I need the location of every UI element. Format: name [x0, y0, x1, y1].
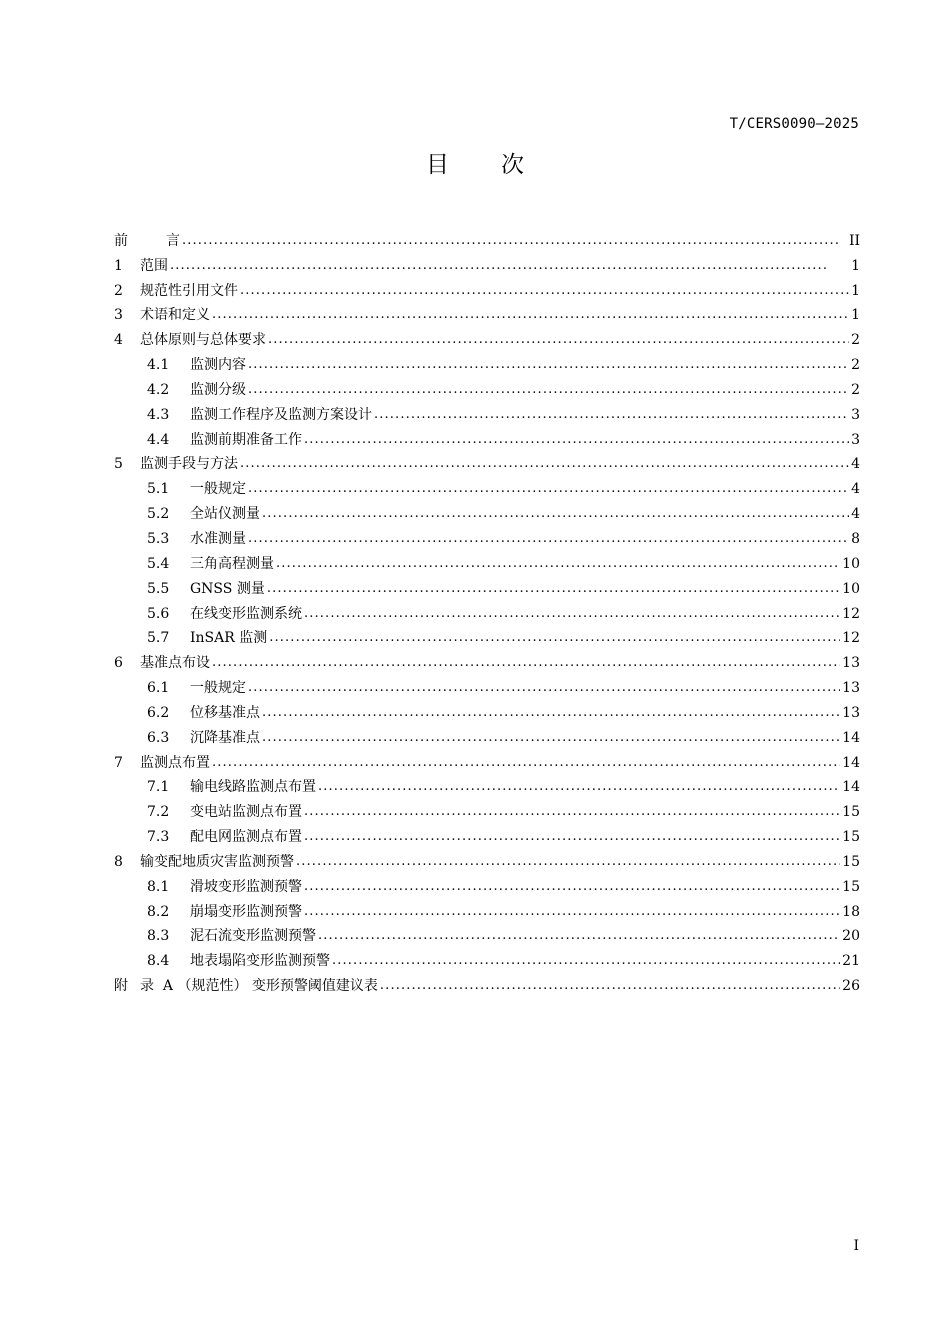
toc-entry-page: 20 — [842, 928, 860, 945]
toc-entry-number: 附 — [114, 978, 128, 995]
toc-entry-number: 5.6 — [147, 605, 170, 622]
toc-entry-number: 4 — [114, 332, 123, 349]
toc-leader-dots — [212, 654, 840, 672]
toc-entry-page: 10 — [842, 555, 860, 572]
toc-entry-title: 言 — [166, 232, 180, 249]
toc-leader-dots — [296, 853, 840, 871]
toc-entry[interactable] — [114, 871, 860, 896]
toc-entry-number: 6 — [114, 655, 123, 672]
toc-entry-page: 13 — [842, 704, 860, 721]
toc-entry[interactable] — [114, 672, 860, 697]
toc-entry-title: 监测点布置 — [140, 754, 210, 771]
toc-entry-title: 监测分级 — [190, 381, 246, 398]
toc-entry-page: 18 — [842, 903, 860, 920]
toc-entry-title: 配电网监测点布置 — [190, 829, 302, 846]
toc-leader-dots — [240, 282, 849, 300]
page-number: I — [853, 1238, 859, 1254]
toc-entry-number: 8.4 — [147, 953, 170, 970]
toc-entry-number: 7.2 — [147, 804, 170, 821]
title-part-1: 目 — [426, 152, 449, 178]
toc-entry-page: 12 — [842, 630, 860, 647]
toc-entry[interactable] — [114, 896, 860, 921]
toc-entry-number: 4.3 — [147, 406, 170, 423]
toc-entry[interactable] — [114, 573, 860, 598]
toc-entry-number: 7.1 — [147, 779, 170, 796]
toc-entry[interactable] — [114, 846, 860, 871]
toc-entry-number: 5.5 — [147, 580, 170, 597]
toc-entry-number: 6.2 — [147, 704, 170, 721]
toc-entry-title: 水准测量 — [190, 530, 246, 547]
toc-entry-title: GNSS 测量 — [190, 580, 265, 597]
toc-entry[interactable] — [114, 970, 860, 995]
toc-entry-page: 10 — [842, 580, 860, 597]
toc-entry-number: 8 — [114, 853, 123, 870]
toc-entry[interactable] — [114, 623, 860, 648]
toc-entry-title: InSAR 监测 — [190, 630, 268, 647]
toc-entry-number: 7 — [114, 754, 123, 771]
toc-entry-number: 8.2 — [147, 903, 170, 920]
toc-entry-page: 13 — [842, 680, 860, 697]
toc-entry-page: 4 — [851, 456, 860, 473]
toc-entry[interactable] — [114, 747, 860, 772]
toc-entry-title: 位移基准点 — [190, 704, 260, 721]
toc-entry[interactable] — [114, 921, 860, 946]
toc-entry-number: 5.4 — [147, 555, 170, 572]
toc-entry-page: 14 — [842, 729, 860, 746]
toc-entry-page: 26 — [842, 978, 860, 995]
toc-entry-number: 3 — [114, 307, 123, 324]
toc-entry-page: 4 — [851, 506, 860, 523]
toc-entry-page: 14 — [842, 754, 860, 771]
toc-leader-dots — [182, 232, 847, 250]
toc-leader-dots — [212, 754, 840, 772]
toc-entry-title: 总体原则与总体要求 — [140, 332, 266, 349]
toc-leader-dots — [262, 704, 840, 722]
toc-entry-page: 2 — [851, 332, 860, 349]
toc-entry-title: 监测内容 — [190, 357, 246, 374]
toc-entry[interactable] — [114, 275, 860, 300]
toc-entry-title: 三角高程测量 — [190, 555, 274, 572]
toc-leader-dots — [267, 580, 840, 598]
toc-leader-dots — [304, 803, 840, 821]
toc-entry-page: 3 — [851, 431, 860, 448]
toc-leader-dots — [248, 381, 849, 399]
toc-entry-number: 5.3 — [147, 530, 170, 547]
toc-entry-title: 术语和定义 — [140, 307, 210, 324]
toc-entry-number: 4.1 — [147, 357, 170, 374]
toc-entry[interactable] — [114, 225, 860, 250]
toc-entry-title: 崩塌变形监测预警 — [190, 903, 302, 920]
toc-entry-page: 4 — [851, 481, 860, 498]
toc-entry-number: 1 — [114, 257, 123, 274]
toc-entry-title: 输电线路监测点布置 — [190, 779, 316, 796]
toc-entry[interactable] — [114, 598, 860, 623]
toc-entry[interactable] — [114, 300, 860, 325]
toc-entry-number: 4.4 — [147, 431, 170, 448]
page-title — [0, 146, 950, 179]
toc-leader-dots — [304, 878, 840, 896]
toc-leader-dots — [304, 605, 840, 623]
toc-entry-title: 范围 — [140, 257, 168, 274]
toc-leader-dots — [304, 828, 840, 846]
toc-entry-number: 8.3 — [147, 928, 170, 945]
toc-entry-number: 前 — [114, 232, 128, 249]
toc-entry-title: 一般规定 — [190, 481, 246, 498]
toc-entry-page: 1 — [851, 307, 860, 324]
toc-entry-number: 6.1 — [147, 680, 170, 697]
toc-entry[interactable] — [114, 473, 860, 498]
toc-entry[interactable] — [114, 424, 860, 449]
toc-entry-page: 1 — [851, 257, 860, 274]
toc-entry[interactable] — [114, 324, 860, 349]
toc-entry-title: 监测手段与方法 — [140, 456, 238, 473]
toc-leader-dots — [318, 778, 840, 796]
toc-entry[interactable] — [114, 523, 860, 548]
toc-leader-dots — [248, 679, 840, 697]
toc-entry-number: 8.1 — [147, 878, 170, 895]
toc-leader-dots — [170, 257, 849, 275]
toc-entry[interactable] — [114, 498, 860, 523]
toc-leader-dots — [380, 977, 840, 995]
toc-leader-dots — [248, 356, 849, 374]
title-part-2: 次 — [501, 152, 524, 178]
table-of-contents — [114, 225, 860, 995]
toc-entry-title: 地表塌陷变形监测预警 — [190, 953, 330, 970]
toc-entry-page: 2 — [851, 357, 860, 374]
toc-entry-title: 变电站监测点布置 — [190, 804, 302, 821]
toc-entry-page: 1 — [851, 282, 860, 299]
toc-entry-page: 15 — [842, 878, 860, 895]
toc-entry-page: 14 — [842, 779, 860, 796]
toc-entry[interactable] — [114, 796, 860, 821]
toc-entry-page: 15 — [842, 804, 860, 821]
toc-entry-number: 5.1 — [147, 481, 170, 498]
toc-leader-dots — [248, 480, 849, 498]
toc-entry-page: 15 — [842, 829, 860, 846]
toc-entry[interactable] — [114, 722, 860, 747]
toc-entry-page: II — [848, 232, 860, 249]
toc-leader-dots — [269, 629, 840, 647]
toc-entry-page: 3 — [851, 406, 860, 423]
toc-entry[interactable] — [114, 945, 860, 970]
toc-leader-dots — [262, 729, 840, 747]
toc-entry[interactable] — [114, 697, 860, 722]
toc-entry-number: 4.2 — [147, 381, 170, 398]
toc-entry[interactable] — [114, 821, 860, 846]
toc-leader-dots — [304, 903, 840, 921]
toc-entry[interactable] — [114, 772, 860, 797]
toc-leader-dots — [332, 952, 840, 970]
toc-entry-title: 全站仪测量 — [190, 506, 260, 523]
toc-entry[interactable] — [114, 548, 860, 573]
toc-entry-title: 基准点布设 — [140, 655, 210, 672]
toc-leader-dots — [268, 331, 849, 349]
toc-entry-page: 13 — [842, 655, 860, 672]
toc-entry-title: 监测工作程序及监测方案设计 — [190, 406, 372, 423]
toc-leader-dots — [304, 431, 849, 449]
toc-entry-number: 2 — [114, 282, 123, 299]
toc-entry[interactable] — [114, 399, 860, 424]
toc-entry-title: 泥石流变形监测预警 — [190, 928, 316, 945]
toc-leader-dots — [318, 927, 840, 945]
toc-leader-dots — [248, 530, 849, 548]
toc-entry-page: 12 — [842, 605, 860, 622]
toc-entry-title: 沉降基准点 — [190, 729, 260, 746]
toc-leader-dots — [240, 455, 849, 473]
toc-entry-number: 7.3 — [147, 829, 170, 846]
toc-entry[interactable] — [114, 250, 860, 275]
toc-entry[interactable] — [114, 449, 860, 474]
toc-entry-title: 输变配地质灾害监测预警 — [140, 853, 294, 870]
document-code: T/CERS0090—2025 — [729, 116, 859, 132]
toc-entry-page: 2 — [851, 381, 860, 398]
toc-entry-title: 规范性引用文件 — [140, 282, 238, 299]
toc-leader-dots — [276, 555, 840, 573]
toc-leader-dots — [262, 505, 849, 523]
toc-entry-number: 5.2 — [147, 506, 170, 523]
toc-entry-number: 5.7 — [147, 630, 170, 647]
toc-entry[interactable] — [114, 349, 860, 374]
toc-entry-title: 监测前期准备工作 — [190, 431, 302, 448]
toc-entry-title: 一般规定 — [190, 680, 246, 697]
toc-leader-dots — [374, 406, 849, 424]
toc-entry-title: 在线变形监测系统 — [190, 605, 302, 622]
toc-entry-page: 15 — [842, 853, 860, 870]
toc-entry-number: 5 — [114, 456, 123, 473]
toc-entry-page: 8 — [851, 530, 860, 547]
toc-entry-title: 录 A （规范性） 变形预警阈值建议表 — [140, 978, 378, 995]
toc-entry[interactable] — [114, 647, 860, 672]
toc-entry[interactable] — [114, 374, 860, 399]
toc-leader-dots — [212, 306, 849, 324]
toc-entry-page: 21 — [842, 953, 860, 970]
toc-entry-number: 6.3 — [147, 729, 170, 746]
toc-entry-title: 滑坡变形监测预警 — [190, 878, 302, 895]
